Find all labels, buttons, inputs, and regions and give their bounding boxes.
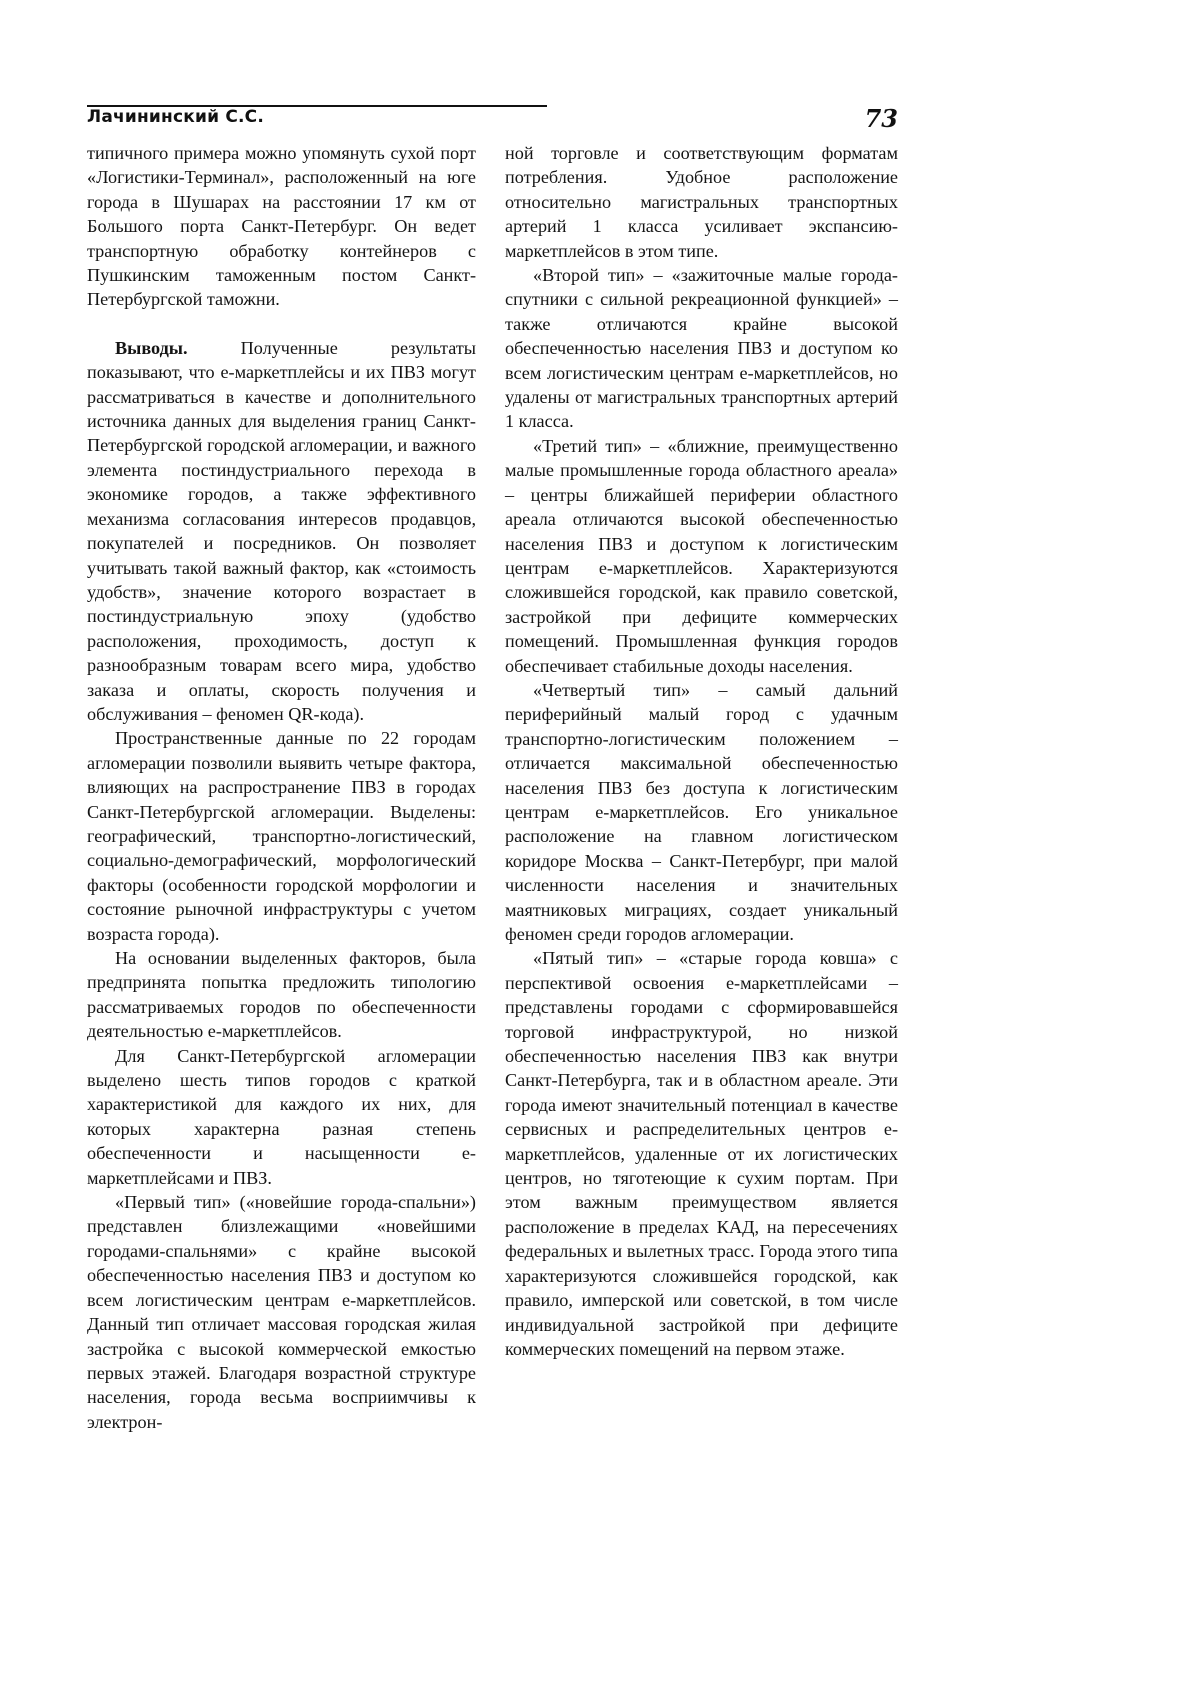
paragraph-second-type: «Второй тип» – «зажиточные малые города-спутники с сильной рекреационной функцией» – также отличаются крайне высокой обеспеченностью населения ПВЗ и доступом ко всем логистическим центрам е-маркетплейсов, но удалены от магистральных транспортных артерий 1 класса. bbox=[505, 265, 898, 432]
paragraph-typology: На основании выделенных факторов, была предпринята попытка предложить типологию рассматриваемых городов по обеспеченности деятельностью е-маркетплейсов. bbox=[87, 948, 476, 1042]
left-column bbox=[87, 141, 476, 1434]
conclusions-text: Полученные результаты показывают, что е-маркетплейсы и их ПВЗ могут рассматриваться в качестве и дополнительного источника данных для выделения границ Санкт-Петербургской городской агломерации, и важного элемента постиндустриального перехода в экономике городов, а также эффективного механизма согласования интересов продавцов, покупателей и посредников. Он позволяет учитывать такой важный фактор, как «стоимость удобств», значение которого возрастает в постиндустриальную эпоху (удобство расположения, проходимость, доступ к разнообразным товарам всего мира, удобство заказа и оплаты, скорость получения и обслуживания – феномен QR-кода). bbox=[87, 337, 476, 724]
paragraph-six-types: Для Санкт-Петербургской агломерации выделено шесть типов городов с краткой характеристикой для каждого их них, для которых характерна разная степень обеспеченности и насыщенности е-маркетплейсами и ПВЗ. bbox=[87, 1045, 476, 1188]
paragraph-fourth-type: «Четвертый тип» – самый дальний периферийный малый город с удачным транспортно-логистическим положением – отличается максимальной обеспеченностью населения ПВЗ без доступа к логистическим центрам е-маркетплейсов. Его уникальное расположение на главном логистическом коридоре Москва – Санкт-Петербург, при малой численности населения и значительных маятниковых миграциях, создает уникальный феномен среди городов агломерации. bbox=[505, 679, 898, 944]
paragraph-continued: типичного примера можно упомянуть сухой порт «Логистики-Терминал», расположенный на юге города в Шушарах на расстоянии 17 км от Большого порта Санкт-Петербург. Он ведет транспортную обработку контейнеров с Пушкинским таможенным постом Санкт-Петербургской таможни. bbox=[87, 143, 476, 310]
paragraph-spatial-data: Пространственные данные по 22 городам агломерации позволили выявить четыре фактора, влияющих на распространение ПВЗ в городах Санкт-Петербургской агломерации. Выделены: географический, транспортно-логистический, социально-демографический, морфологический факторы (особенности городской морфологии и состояние рыночной инфраструктуры с учетом возраста города). bbox=[87, 728, 476, 944]
paragraph-continued-right: ной торговле и соответствующим форматам потребления. Удобное расположение относительно магистральных транспортных артерий 1 класса усиливает экспансию-маркетплейсов в этом типе. bbox=[505, 143, 898, 261]
paragraph-fifth-type: «Пятый тип» – «старые города ковша» с перспективой освоения е-маркетплейсами – представлены городами с сформировавшейся торговой инфраструктурой, но низкой обеспеченностью населения ПВЗ как внутри Санкт-Петербурга, так и в областном ареале. Эти города имеют значительный потенциал в качестве сервисных и распределительных центров е-маркетплейсов, удаленные от их логистических центров, но тяготеющие к сухим портам. При этом важным преимуществом является расположение в пределах КАД, на пересечениях федеральных и вылетных трасс. Города этого типа характеризуются сложившейся городской, как правило, имперской или советской, в том числе индивидуальной застройкой при дефиците коммерческих помещений на первом этаже. bbox=[505, 948, 898, 1359]
paragraph-first-type: «Первый тип» («новейшие города-спальни») представлен близлежащими «новейшими городами-спальнями» с крайне высокой обеспеченностью населения ПВЗ и доступом ко всем логистическим центрам е-маркетплейсов. Данный тип отличает массовая городская жилая застройка с высокой коммерческой емкостью первых этажей. Благодаря возрастной структуре населения, города весьма восприимчивы к электрон- bbox=[87, 1192, 476, 1432]
paragraph-third-type: «Третий тип» – «ближние, преимущественно малые промышленные города областного ареала» – центры ближайшей периферии областного ареала отличаются высокой обеспеченностью населения ПВЗ и доступом к логистическим центрам е-маркетплейсов. Характеризуются сложившейся городской, как правило советской, застройкой при дефиците коммерческих помещений. Промышленная функция городов обеспечивает стабильные доходы населения. bbox=[505, 435, 898, 676]
page-number: 73 bbox=[864, 104, 898, 133]
right-column bbox=[505, 141, 898, 1361]
conclusions-paragraph bbox=[87, 336, 476, 727]
conclusions-heading: Выводы. bbox=[115, 337, 188, 358]
running-header-author: Лачининский С.С. bbox=[87, 107, 265, 127]
